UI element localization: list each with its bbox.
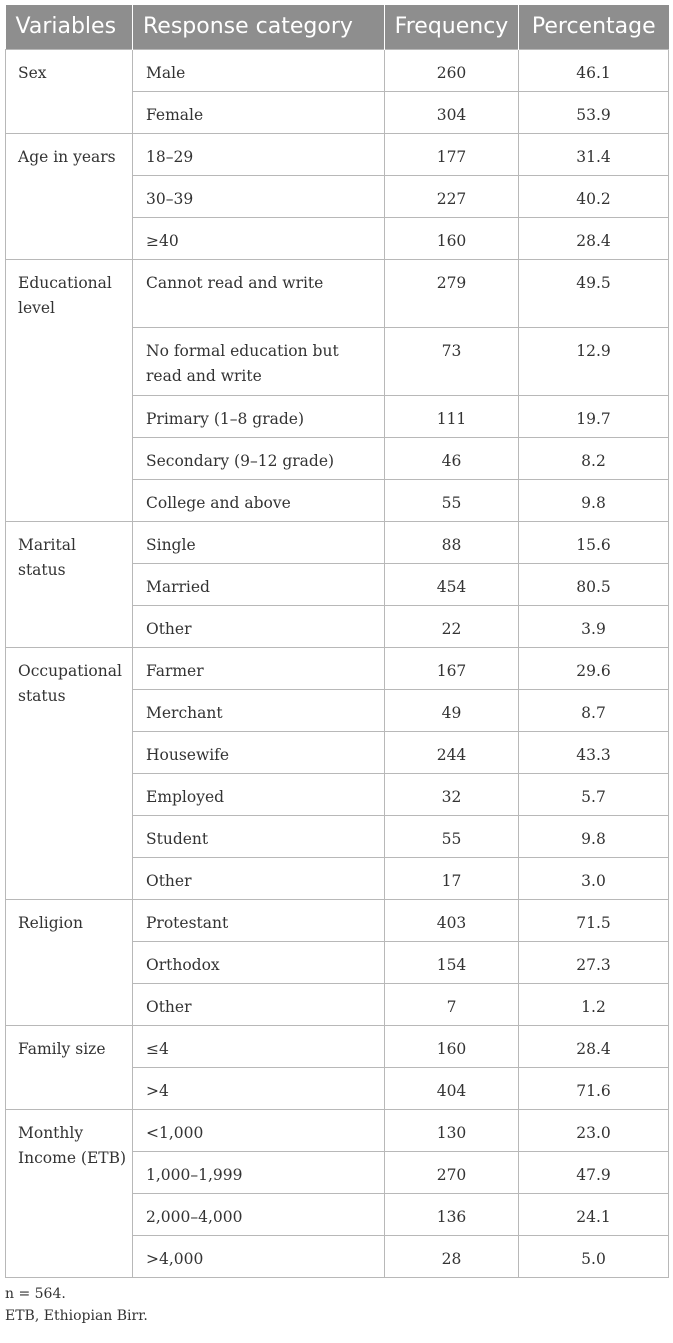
percentage-cell: 80.5 bbox=[519, 563, 669, 605]
frequency-cell: 130 bbox=[385, 1109, 519, 1151]
percentage-cell: 5.0 bbox=[519, 1235, 669, 1277]
percentage-cell: 8.2 bbox=[519, 437, 669, 479]
category-cell: Other bbox=[133, 983, 385, 1025]
table-row bbox=[6, 1109, 669, 1151]
category-cell: Student bbox=[133, 815, 385, 857]
category-cell: 18–29 bbox=[133, 133, 385, 175]
percentage-cell: 40.2 bbox=[519, 175, 669, 217]
category-cell: Farmer bbox=[133, 647, 385, 689]
percentage-cell: 19.7 bbox=[519, 395, 669, 437]
frequency-cell: 55 bbox=[385, 815, 519, 857]
variable-label: Age in years bbox=[6, 133, 133, 259]
frequency-cell: 73 bbox=[385, 327, 519, 395]
frequency-cell: 260 bbox=[385, 49, 519, 91]
frequency-cell: 227 bbox=[385, 175, 519, 217]
frequency-cell: 177 bbox=[385, 133, 519, 175]
category-cell: Employed bbox=[133, 773, 385, 815]
variable-label: Occupational status bbox=[6, 647, 133, 899]
percentage-cell: 71.5 bbox=[519, 899, 669, 941]
frequency-cell: 111 bbox=[385, 395, 519, 437]
frequency-cell: 22 bbox=[385, 605, 519, 647]
variable-label: Sex bbox=[6, 49, 133, 133]
percentage-cell: 3.9 bbox=[519, 605, 669, 647]
table-row bbox=[6, 133, 669, 175]
table-body bbox=[6, 49, 669, 1277]
table-row bbox=[6, 1025, 669, 1067]
frequency-cell: 404 bbox=[385, 1067, 519, 1109]
category-cell: 1,000–1,999 bbox=[133, 1151, 385, 1193]
table-row bbox=[6, 259, 669, 327]
category-cell: Housewife bbox=[133, 731, 385, 773]
header-variables: Variables bbox=[6, 5, 133, 49]
frequency-cell: 160 bbox=[385, 1025, 519, 1067]
percentage-cell: 24.1 bbox=[519, 1193, 669, 1235]
frequency-cell: 28 bbox=[385, 1235, 519, 1277]
category-cell: Other bbox=[133, 857, 385, 899]
category-cell: Female bbox=[133, 91, 385, 133]
frequency-cell: 49 bbox=[385, 689, 519, 731]
category-cell: Primary (1–8 grade) bbox=[133, 395, 385, 437]
table-notes bbox=[5, 1283, 668, 1327]
variable-label: Monthly Income (ETB) bbox=[6, 1109, 133, 1277]
category-cell: ≤4 bbox=[133, 1025, 385, 1067]
demographics-table bbox=[5, 5, 669, 1278]
frequency-cell: 17 bbox=[385, 857, 519, 899]
frequency-cell: 32 bbox=[385, 773, 519, 815]
abbreviation-note: ETB, Ethiopian Birr. bbox=[5, 1307, 148, 1324]
percentage-cell: 9.8 bbox=[519, 479, 669, 521]
category-cell: Secondary (9–12 grade) bbox=[133, 437, 385, 479]
frequency-cell: 88 bbox=[385, 521, 519, 563]
frequency-cell: 270 bbox=[385, 1151, 519, 1193]
category-cell: 2,000–4,000 bbox=[133, 1193, 385, 1235]
percentage-cell: 8.7 bbox=[519, 689, 669, 731]
frequency-cell: 304 bbox=[385, 91, 519, 133]
category-cell: Orthodox bbox=[133, 941, 385, 983]
table-row bbox=[6, 899, 669, 941]
percentage-cell: 23.0 bbox=[519, 1109, 669, 1151]
table-row bbox=[6, 647, 669, 689]
sample-size-note: n = 564. bbox=[5, 1285, 66, 1302]
header-response-category: Response category bbox=[133, 5, 385, 49]
percentage-cell: 1.2 bbox=[519, 983, 669, 1025]
header-frequency: Frequency bbox=[385, 5, 519, 49]
percentage-cell: 43.3 bbox=[519, 731, 669, 773]
table-row bbox=[6, 49, 669, 91]
header-percentage: Percentage bbox=[519, 5, 669, 49]
percentage-cell: 9.8 bbox=[519, 815, 669, 857]
category-cell: ≥40 bbox=[133, 217, 385, 259]
category-cell: Male bbox=[133, 49, 385, 91]
percentage-cell: 5.7 bbox=[519, 773, 669, 815]
category-cell: Protestant bbox=[133, 899, 385, 941]
frequency-cell: 46 bbox=[385, 437, 519, 479]
frequency-cell: 454 bbox=[385, 563, 519, 605]
frequency-cell: 403 bbox=[385, 899, 519, 941]
frequency-cell: 279 bbox=[385, 259, 519, 327]
percentage-cell: 29.6 bbox=[519, 647, 669, 689]
percentage-cell: 27.3 bbox=[519, 941, 669, 983]
percentage-cell: 28.4 bbox=[519, 1025, 669, 1067]
percentage-cell: 46.1 bbox=[519, 49, 669, 91]
percentage-cell: 53.9 bbox=[519, 91, 669, 133]
category-cell: Other bbox=[133, 605, 385, 647]
percentage-cell: 12.9 bbox=[519, 327, 669, 395]
table-row bbox=[6, 521, 669, 563]
variable-label: Marital status bbox=[6, 521, 133, 647]
frequency-cell: 154 bbox=[385, 941, 519, 983]
percentage-cell: 3.0 bbox=[519, 857, 669, 899]
percentage-cell: 49.5 bbox=[519, 259, 669, 327]
variable-label: Religion bbox=[6, 899, 133, 1025]
category-cell: Married bbox=[133, 563, 385, 605]
variable-label: Family size bbox=[6, 1025, 133, 1109]
frequency-cell: 244 bbox=[385, 731, 519, 773]
category-cell: >4 bbox=[133, 1067, 385, 1109]
variable-label: Educational level bbox=[6, 259, 133, 521]
percentage-cell: 47.9 bbox=[519, 1151, 669, 1193]
percentage-cell: 15.6 bbox=[519, 521, 669, 563]
frequency-cell: 160 bbox=[385, 217, 519, 259]
frequency-cell: 55 bbox=[385, 479, 519, 521]
category-cell: No formal education but read and write bbox=[133, 327, 385, 395]
category-cell: College and above bbox=[133, 479, 385, 521]
frequency-cell: 136 bbox=[385, 1193, 519, 1235]
frequency-cell: 7 bbox=[385, 983, 519, 1025]
category-cell: Merchant bbox=[133, 689, 385, 731]
percentage-cell: 28.4 bbox=[519, 217, 669, 259]
table-container bbox=[5, 5, 668, 1327]
percentage-cell: 31.4 bbox=[519, 133, 669, 175]
percentage-cell: 71.6 bbox=[519, 1067, 669, 1109]
category-cell: Single bbox=[133, 521, 385, 563]
category-cell: >4,000 bbox=[133, 1235, 385, 1277]
category-cell: Cannot read and write bbox=[133, 259, 385, 327]
category-cell: 30–39 bbox=[133, 175, 385, 217]
frequency-cell: 167 bbox=[385, 647, 519, 689]
category-cell: <1,000 bbox=[133, 1109, 385, 1151]
header-row bbox=[6, 5, 669, 49]
table-header bbox=[6, 5, 669, 49]
